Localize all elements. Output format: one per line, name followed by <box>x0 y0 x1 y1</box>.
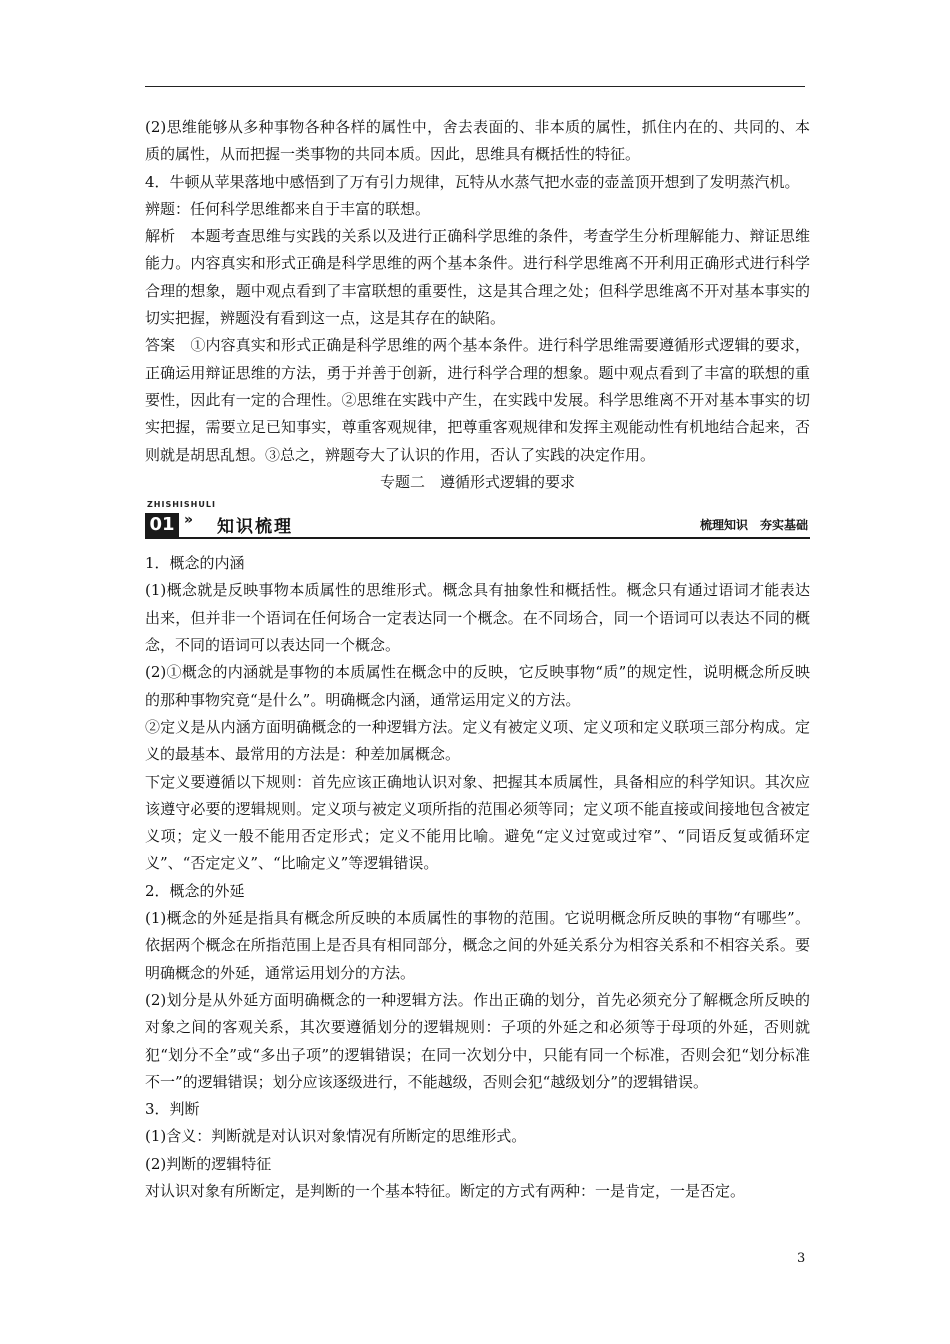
paragraph: 2．概念的外延 <box>145 881 245 900</box>
paragraph: 解析 本题考查思维与实践的关系以及进行正确科学思维的条件，考查学生分析理解能力、辩证思维能力。内容真实和形式正确是科学思维的两个基本条件。进行科学思维离不开利用正确形式进行科学合理的想象，题中观点看到了丰富联想的重要性，这是其合理之处；但科学思维离不开对基本事实的切实把握，辨题没有看到这一点，这是其存在的缺陷。 <box>145 227 810 328</box>
paragraph: (1)概念就是反映事物本质属性的思维形式。概念具有抽象性和概括性。概念只有通过语词才能表达出来，但并非一个语词在任何场合一定表达同一个概念。在不同场合，同一个语词可以表达不同的概念，不同的语词可以表达同一个概念。 <box>145 581 810 655</box>
section-banner <box>145 500 810 540</box>
header-rule <box>145 86 805 87</box>
paragraph: (2)①概念的内涵就是事物的本质属性在概念中的反映，它反映事物“质”的规定性，说明概念所反映的那种事物究竟“是什么”。明确概念内涵，通常运用定义的方法。 <box>145 663 810 709</box>
paragraph: (2)划分是从外延方面明确概念的一种逻辑方法。作出正确的划分，首先必须充分了解概念所反映的对象之间的客观关系，其次要遵循划分的逻辑规则：子项的外延之和必须等于母项的外延，否则就犯“划分不全”或“多出子项”的逻辑错误；在同一次划分中，只能有同一个标准，否则会犯“划分标准不一”的逻辑错误；划分应该逐级进行，不能越级，否则会犯“越级划分”的逻辑错误。 <box>145 990 810 1091</box>
paragraph: 3．判断 <box>145 1100 200 1119</box>
paragraph: 下定义要遵循以下规则：首先应该正确地认识对象、把握其本质属性，具备相应的科学知识。其次应该遵守必要的逻辑规则。定义项与被定义项所指的范围必须等同；定义项不能直接或间接地包含被定义项；定义一般不能用否定形式；定义不能用比喻。避免“定义过宽或过窄”、“同语反复或循环定义”、“否定定义”、“比喻定义”等逻辑错误。 <box>145 772 810 873</box>
page-number: 3 <box>797 1251 806 1266</box>
banner-title: 知识梳理 <box>217 517 293 538</box>
paragraph: 辨题：任何科学思维都来自于丰富的联想。 <box>145 199 431 218</box>
chevron-right-icon: » <box>184 512 194 529</box>
banner-pinyin: ZHISHISHULI <box>147 500 216 510</box>
banner-number: 01 <box>145 513 179 537</box>
paragraph: (2)思维能够从多种事物各种各样的属性中，舍去表面的、非本质的属性，抓住内在的、共同的、本质的属性，从而把握一类事物的共同本质。因此，思维具有概括性的特征。 <box>145 118 810 164</box>
paragraph: (1)含义：判断就是对认识对象情况有所断定的思维形式。 <box>145 1127 527 1146</box>
paragraph: 1．概念的内涵 <box>145 554 245 573</box>
banner-rule <box>145 537 810 539</box>
section-title: 专题二 遵循形式逻辑的要求 <box>379 472 575 491</box>
paragraph: 4．牛顿从苹果落地中感悟到了万有引力规律，瓦特从水蒸气把水壶的壶盖顶开想到了发明蒸汽机。 <box>145 172 800 191</box>
paragraph: 答案 ①内容真实和形式正确是科学思维的两个基本条件。进行科学思维需要遵循形式逻辑的要求，正确运用辩证思维的方法，勇于并善于创新，进行科学合理的想象。题中观点看到了丰富的联想的重要性，因此有一定的合理性。②思维在实践中产生，在实践中发展。科学思维离不开对基本事实的切实把握，需要立足已知事实，尊重客观规律，把尊重客观规律和发挥主观能动性有机地结合起来，否则就是胡思乱想。③总之，辨题夸大了认识的作用，否认了实践的决定作用。 <box>145 336 810 464</box>
paragraph: (2)判断的逻辑特征 <box>145 1154 272 1173</box>
paragraph: ②定义是从内涵方面明确概念的一种逻辑方法。定义有被定义项、定义项和定义联项三部分构成。定义的最基本、最常用的方法是：种差加属概念。 <box>145 717 810 764</box>
paragraph: 对认识对象有所断定，是判断的一个基本特征。断定的方式有两种：一是肯定，一是否定。 <box>145 1181 746 1200</box>
banner-subtitle: 梳理知识 夯实基础 <box>699 518 808 533</box>
page-content <box>145 114 810 1205</box>
paragraph: (1)概念的外延是指具有概念所反映的本质属性的事物的范围。它说明概念所反映的事物“有哪些”。依据两个概念在所指范围上是否具有相同部分，概念之间的外延关系分为相容关系和不相容关系。要明确概念的外延，通常运用划分的方法。 <box>145 909 810 982</box>
